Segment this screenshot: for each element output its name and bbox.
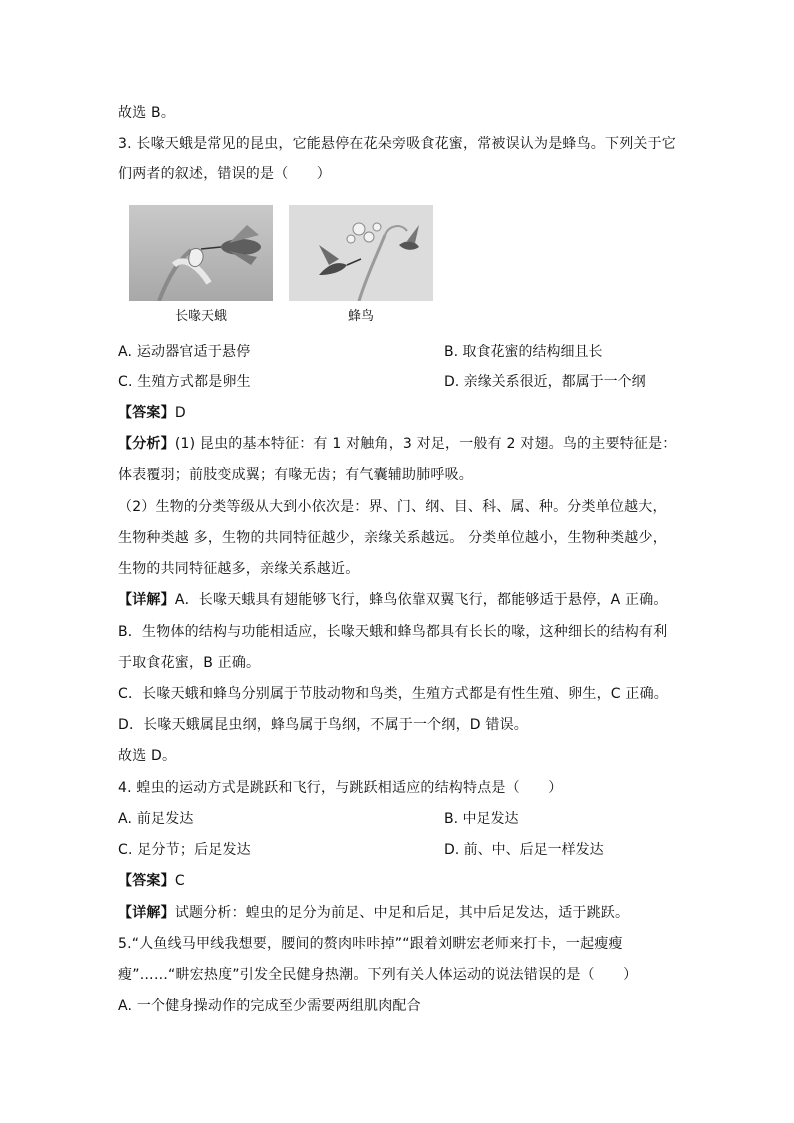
hummingbird-photo (289, 205, 433, 301)
select-line: 故选 D。 (118, 748, 177, 764)
answer-value: C (174, 873, 185, 889)
option-4d: D. 前、中、后足一样发达 (444, 842, 604, 858)
answer-4 (118, 871, 185, 891)
detail-line-2: B．生物体的结构与功能相适应，长喙天蛾和蜂鸟都具有长长的喙，这种细长的结构有利 (118, 624, 668, 640)
option-3b: B. 取食花蜜的结构细且长 (444, 344, 603, 360)
hawk-moth-illustration (129, 205, 273, 301)
detail-line-5: D．长喙天蛾属昆虫纲，蜂鸟属于鸟纲，不属于一个纲，D 错误。 (118, 717, 529, 733)
option-4b: B. 中足发达 (444, 811, 519, 827)
answer-line-prev: 故选 B。 (118, 105, 176, 121)
answer-tag: 【答案】 (118, 873, 175, 889)
detail-tag: 【详解】 (118, 905, 175, 921)
question-5-line-2: 瘦”……“畊宏热度”引发全民健身热潮。下列有关人体运动的说法错误的是（ ） (118, 967, 638, 983)
option-3c: C. 生殖方式都是卵生 (118, 374, 251, 390)
question-4: 4. 蝗虫的运动方式是跳跃和飞行，与跳跃相适应的结构特点是（ ） (118, 780, 563, 796)
analysis-line-3: （2）生物的分类等级从大到小依次是：界、门、纲、目、科、属、种。分类单位越大， (118, 499, 667, 515)
detail-text: 试题分析：蝗虫的足分为前足、中足和后足，其中后足发达，适于跳跃。 (174, 905, 630, 921)
option-3a: A. 运动器官适于悬停 (118, 344, 251, 360)
option-3d: D. 亲缘关系很近，都属于一个纲 (444, 374, 646, 390)
question-5-line-1: 5.“人鱼线马甲线我想要，腰间的赘肉咔咔掉”“跟着刘畊宏老师来打卡，一起瘦瘦 (118, 936, 623, 952)
question-3-line-2: 们两者的叙述，错误的是（ ） (118, 166, 331, 182)
answer-value: D (174, 405, 186, 421)
detail-text: A．长喙天蛾具有翅能够飞行，蜂鸟依靠双翼飞行，都能够适于悬停，A 正确。 (174, 592, 668, 608)
analysis-line-5: 生物的共同特征越多，亲缘关系越近。 (118, 561, 360, 577)
option-4c: C. 足分节；后足发达 (118, 842, 251, 858)
detail-line-1 (118, 590, 668, 610)
analysis-line-1 (118, 434, 676, 454)
caption-hawk-moth: 长喙天蛾 (174, 309, 227, 324)
detail-line-3: 于取食花蜜，B 正确。 (118, 655, 261, 671)
hawk-moth-photo (129, 205, 273, 301)
detail-4 (118, 903, 629, 923)
analysis-line-2: 体表覆羽；前肢变成翼；有喙无齿；有气囊辅助肺呼吸。 (118, 467, 473, 483)
analysis-line-4: 生物种类越 多，生物的共同特征越少，亲缘关系越远。 分类单位越小，生物种类越少， (118, 530, 667, 546)
detail-tag: 【详解】 (118, 592, 175, 608)
answer-3 (118, 403, 186, 423)
analysis-text: (1) 昆虫的基本特征：有 1 对触角，3 对足，一般有 2 对翅。鸟的主要特征是： (174, 436, 677, 452)
option-4a: A. 前足发达 (118, 811, 194, 827)
detail-line-4: C．长喙天蛾和蜂鸟分别属于节肢动物和鸟类，生殖方式都是有性生殖、卵生，C 正确。 (118, 686, 668, 702)
hummingbird-illustration (289, 205, 433, 301)
option-5a: A. 一个健身操动作的完成至少需要两组肌肉配合 (118, 998, 421, 1014)
question-3-line-1: 3. 长喙天蛾是常见的昆虫，它能悬停在花朵旁吸食花蜜，常被误认为是蜂鸟。下列关于它 (118, 136, 677, 152)
answer-tag: 【答案】 (118, 405, 175, 421)
analysis-tag: 【分析】 (118, 436, 175, 452)
caption-hummingbird: 蜂鸟 (347, 309, 374, 324)
